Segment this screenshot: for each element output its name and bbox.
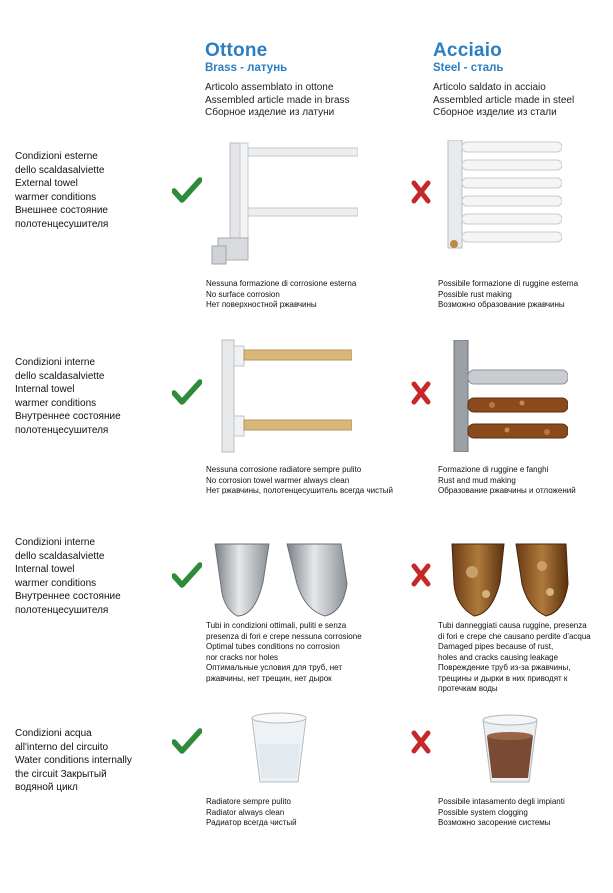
check-icon (172, 177, 202, 203)
row-label-water: Condizioni acqua all'interno del circuito Water conditions internally the circuit Закрытый водяной цикл (15, 728, 132, 793)
brass-title: Ottone (205, 40, 268, 61)
brass-column-header (205, 40, 350, 120)
cross-icon (410, 180, 432, 204)
check-icon (172, 379, 202, 405)
steel-description: Articolo saldato in acciaio Assembled article made in steel Сборное изделие из стали (433, 82, 575, 118)
brass-pipes-photo (207, 542, 355, 618)
steel-title: Acciaio (433, 40, 502, 61)
check-icon (172, 728, 202, 754)
steel-water-caption: Possibile intasamento degli impianti Possible system clogging Возможно засорение системы (438, 797, 565, 827)
brass-description: Articolo assemblato in ottone Assembled article made in brass Сборное изделие из латуни (205, 82, 350, 118)
steel-subtitle: Steel - сталь (433, 62, 504, 74)
brass-internal-photo (218, 338, 352, 456)
check-icon (172, 562, 202, 588)
row-label-internal: Condizioni interne dello scaldasalviette Internal towel warmer conditions Внутреннее состояние полотенцесушителя (15, 357, 121, 436)
steel-external-caption: Possibile formazione di ruggine esterna Possible rust making Возможно образование ржавчины (438, 279, 579, 309)
cross-icon (410, 381, 432, 405)
brass-subtitle: Brass - латунь (205, 62, 288, 74)
steel-column-header (433, 40, 574, 120)
steel-internal-photo (452, 340, 568, 452)
brass-external-photo (210, 138, 358, 270)
dirty-water-glass (481, 714, 539, 786)
steel-internal-caption: Formazione di ruggine e fanghi Rust and mud making Образование ржавчины и отложений (438, 465, 576, 495)
row-label-external: Condizioni esterne dello scaldasalviette External towel warmer conditions Внешнее состояние полотенцесушителя (15, 151, 109, 230)
cross-icon (410, 730, 432, 754)
brass-pipes-caption: Tubi in condizioni ottimali, puliti e senza presenza di fori e crepe nessuna corrosione Optimal tubes conditions no corrosion nor cracks nor holes Оптимальные условия для труб, нет ржавчины, нет трещин, нет дырок (206, 621, 362, 683)
brass-external-caption: Nessuna formazione di corrosione esterna No surface corrosion Нет поверхностной ржавчины (206, 279, 357, 309)
clean-water-glass (250, 712, 308, 786)
steel-external-photo (440, 140, 562, 252)
cross-icon (410, 563, 432, 587)
steel-pipes-caption: Tubi danneggiati causa ruggine, presenza di fori e crepe che causano perdite d'acqua Damaged pipes because of rust, holes and cracks causing leakage Повреждение труб из-за ржавчины, трещины и дырки в них приводят к протечкам воды (438, 621, 591, 693)
row-label-pipes: Condizioni interne dello scaldasalviette Internal towel warmer conditions Внутреннее состояние полотенцесушителя (15, 537, 121, 616)
brass-internal-caption: Nessuna corrosione radiatore sempre pulito No corrosion towel warmer always clean Нет ржавчины, полотенцесушитель всегда чистый (206, 465, 393, 495)
steel-pipes-photo (446, 542, 572, 618)
brass-water-caption: Radiatore sempre pulito Radiator always clean Радиатор всегда чистый (206, 797, 297, 827)
